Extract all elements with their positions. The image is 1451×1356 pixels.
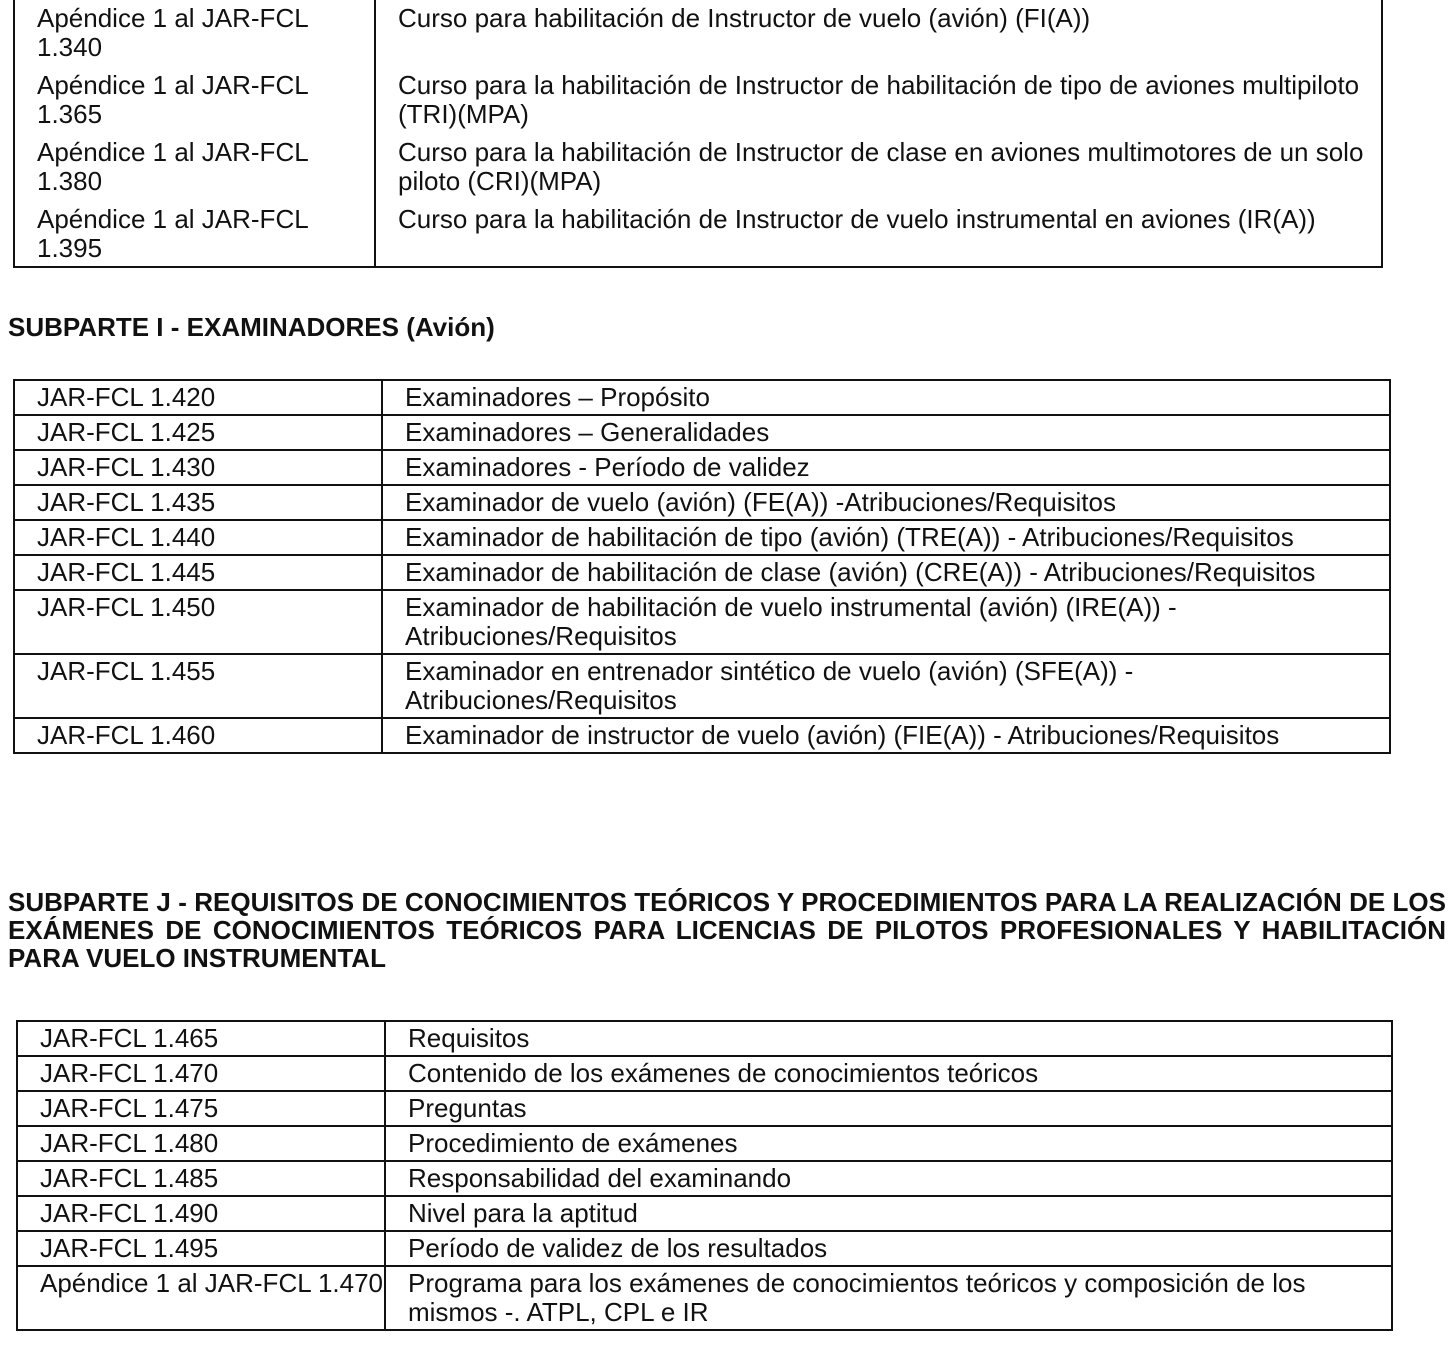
table-row <box>14 132 1382 199</box>
ref-cell: JAR-FCL 1.435 <box>14 485 382 520</box>
table-row <box>14 654 1390 718</box>
table-row <box>17 1266 1392 1330</box>
title-cell: Requisitos <box>385 1021 1392 1056</box>
ref-cell: JAR-FCL 1.470 <box>17 1056 385 1091</box>
ref-cell: JAR-FCL 1.490 <box>17 1196 385 1231</box>
title-cell: Examinador de vuelo (avión) (FE(A)) -Atribuciones/Requisitos <box>382 485 1390 520</box>
title-cell: Contenido de los exámenes de conocimientos teóricos <box>385 1056 1392 1091</box>
title-cell: Nivel para la aptitud <box>385 1196 1392 1231</box>
title-cell: Examinadores – Generalidades <box>382 415 1390 450</box>
title-cell: Examinador de habilitación de clase (avión) (CRE(A)) - Atribuciones/Requisitos <box>382 555 1390 590</box>
ref-cell: JAR-FCL 1.425 <box>14 415 382 450</box>
ref-cell: JAR-FCL 1.485 <box>17 1161 385 1196</box>
table-row <box>14 65 1382 132</box>
ref-cell: JAR-FCL 1.475 <box>17 1091 385 1126</box>
ref-cell: JAR-FCL 1.480 <box>17 1126 385 1161</box>
table-row <box>14 380 1390 415</box>
table-row <box>17 1056 1392 1091</box>
ref-cell: Apéndice 1 al JAR-FCL 1.340 <box>14 0 375 65</box>
ref-cell: Apéndice 1 al JAR-FCL 1.380 <box>14 132 375 199</box>
ref-cell: JAR-FCL 1.460 <box>14 718 382 753</box>
table-row <box>14 718 1390 753</box>
table-row <box>14 555 1390 590</box>
table-row <box>14 415 1390 450</box>
table-row <box>14 590 1390 654</box>
title-cell: Curso para la habilitación de Instructor de vuelo instrumental en aviones (IR(A)) <box>375 199 1382 267</box>
title-cell: Responsabilidad del examinando <box>385 1161 1392 1196</box>
title-cell: Examinador de habilitación de tipo (avión) (TRE(A)) - Atribuciones/Requisitos <box>382 520 1390 555</box>
ref-cell: JAR-FCL 1.440 <box>14 520 382 555</box>
ref-cell: Apéndice 1 al JAR-FCL 1.395 <box>14 199 375 267</box>
subparte-j-heading: SUBPARTE J - REQUISITOS DE CONOCIMIENTOS TEÓRICOS Y PROCEDIMIENTOS PARA LA REALIZACIÓN DE LOS EXÁMENES DE CONOCIMIENTOS TEÓRICOS PARA LICENCIAS DE PILOTOS PROFESIONALES Y HABILITACIÓN PARA VUELO INSTRUMENTAL <box>8 887 1446 973</box>
table-row <box>14 199 1382 267</box>
title-cell: Programa para los exámenes de conocimientos teóricos y composición de los mismos -. ATPL, CPL e IR <box>385 1266 1392 1330</box>
title-cell: Examinadores - Período de validez <box>382 450 1390 485</box>
appendix-courses-table <box>13 0 1383 268</box>
title-cell: Examinador en entrenador sintético de vuelo (avión) (SFE(A)) - Atribuciones/Requisitos <box>382 654 1390 718</box>
table-row <box>14 450 1390 485</box>
title-cell: Examinador de instructor de vuelo (avión) (FIE(A)) - Atribuciones/Requisitos <box>382 718 1390 753</box>
table-row <box>14 0 1382 65</box>
title-cell: Examinadores – Propósito <box>382 380 1390 415</box>
title-cell: Preguntas <box>385 1091 1392 1126</box>
table-row <box>17 1161 1392 1196</box>
table-row <box>17 1126 1392 1161</box>
table-row <box>14 485 1390 520</box>
title-cell: Curso para la habilitación de Instructor de clase en aviones multimotores de un solo piloto (CRI)(MPA) <box>375 132 1382 199</box>
ref-cell: JAR-FCL 1.465 <box>17 1021 385 1056</box>
table-row <box>17 1021 1392 1056</box>
title-cell: Examinador de habilitación de vuelo instrumental (avión) (IRE(A)) - Atribuciones/Requisitos <box>382 590 1390 654</box>
ref-cell: Apéndice 1 al JAR-FCL 1.470 <box>17 1266 385 1330</box>
ref-cell: JAR-FCL 1.420 <box>14 380 382 415</box>
table-row <box>14 520 1390 555</box>
ref-cell: JAR-FCL 1.450 <box>14 590 382 654</box>
title-cell: Curso para habilitación de Instructor de vuelo (avión) (FI(A)) <box>375 0 1382 65</box>
title-cell: Curso para la habilitación de Instructor de habilitación de tipo de aviones multipiloto (TRI)(MPA) <box>375 65 1382 132</box>
ref-cell: JAR-FCL 1.445 <box>14 555 382 590</box>
table-row <box>17 1196 1392 1231</box>
table-row <box>17 1231 1392 1266</box>
ref-cell: JAR-FCL 1.495 <box>17 1231 385 1266</box>
title-cell: Período de validez de los resultados <box>385 1231 1392 1266</box>
subparte-i-heading: SUBPARTE I - EXAMINADORES (Avión) <box>8 312 495 342</box>
title-cell: Procedimiento de exámenes <box>385 1126 1392 1161</box>
examinadores-table <box>13 379 1391 754</box>
ref-cell: JAR-FCL 1.455 <box>14 654 382 718</box>
conocimientos-teoricos-table <box>16 1020 1393 1331</box>
ref-cell: JAR-FCL 1.430 <box>14 450 382 485</box>
table-row <box>17 1091 1392 1126</box>
ref-cell: Apéndice 1 al JAR-FCL 1.365 <box>14 65 375 132</box>
